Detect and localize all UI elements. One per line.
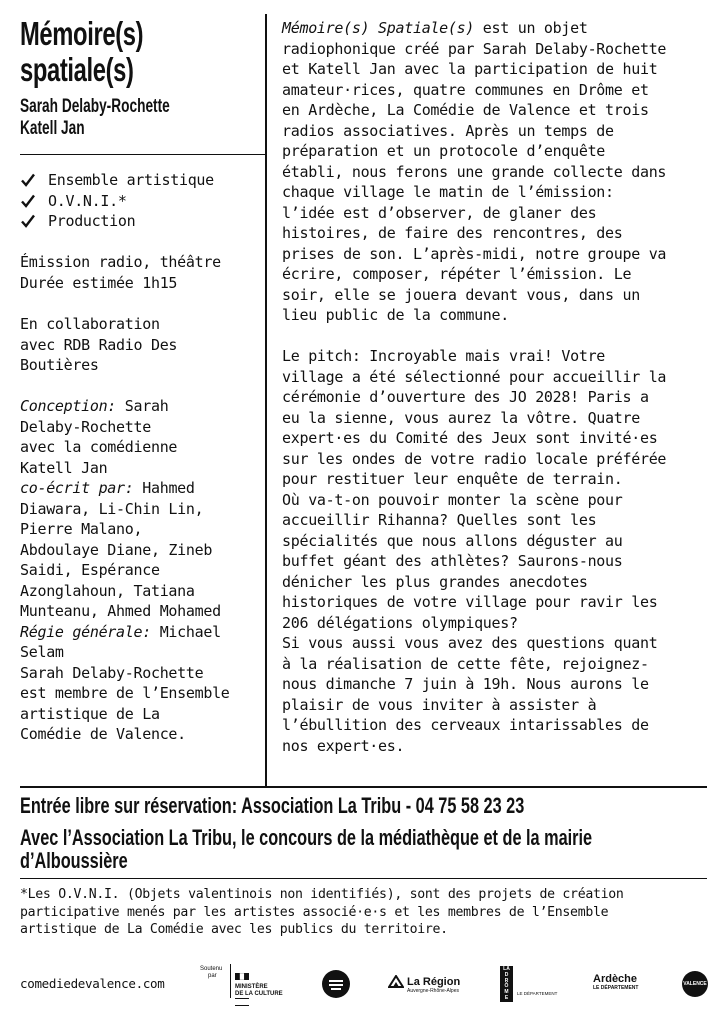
description-line: pour restituer leur enquête de terrain. [282,470,623,488]
footnote-line: artistique de La Comédie avec les publics du territoire. [20,922,448,937]
circle-badge-logo [321,969,351,999]
divider-vertical [265,14,267,786]
ardeche-subtitle: LE DÉPARTEMENT [593,985,639,991]
coecrit-text: Abdoulaye Diane, Zineb [20,540,213,559]
description-line: Où va-t-on pouvoir monter la scène pour [282,490,623,509]
check-item-label: Ensemble artistique [48,171,214,189]
description-line: cérémonie d’ouverture des JO 2028! Paris a [282,388,649,406]
description-line: l’ébullition des cerveaux intarissables de [282,716,649,734]
description-paragraph-2 [282,346,707,756]
region-logo [388,975,468,995]
drome-letter: R [504,977,509,984]
page-title-line-2: spatiale(s) [20,51,134,88]
flag-icon [235,973,249,980]
footnote-line: *Les O.V.N.I. (Objets valentinois non identifiés), sont des projets de création [20,887,624,902]
credits [20,396,260,745]
description-line: expert·es du Comité des Jeux sont invité·es [282,429,658,447]
description-line: et Katell Jan avec la participation de huit [282,60,658,78]
drome-departement-label: LE DÉPARTEMENT [517,991,558,996]
regie-label: Régie générale: [20,622,151,641]
description-line: dénicher les plus grandes anecdotes [282,572,588,591]
description-line: radiophonique créé par Sarah Delaby-Rochette [282,39,667,58]
description-line: historiques de votre village pour ravir les [282,593,658,611]
footnote [20,886,710,939]
drome-logo [500,966,513,1002]
partners-info [20,826,592,872]
description-line: préparation et un protocole d’enquête [282,142,606,160]
drome-letter: M [504,989,509,996]
drome-letter: D [504,971,509,978]
description-line: radios associatives. Après un temps de [282,121,614,140]
logo-separator [230,964,231,998]
conception-label: Conception: [20,397,117,415]
region-subtitle: Auvergne-Rhône-Alpes [407,988,459,994]
collaboration-info [20,314,260,376]
member-text: est membre de l’Ensemble [20,684,230,702]
motto-lines [235,998,249,1006]
description-line: amateur·rices, quatre communes en Drôme et [282,80,649,99]
valence-logo [682,971,708,997]
coecrit-text: Diawara, Li-Chin Lin, [20,499,204,518]
description-line: accueillir Rihanna? Quelles sont les [282,511,597,529]
description-line: nous dimanche 7 juin à 19h. Nous aurons le [282,675,649,693]
entry-info: Entrée libre sur réservation: Association La Tribu - 04 75 58 23 23 [20,793,525,818]
show-duration: Durée estimée 1h15 [20,273,178,292]
partners-line: d’Alboussière [20,848,128,873]
show-type: Émission radio, théâtre [20,253,221,271]
regie-text: Michael [150,622,221,641]
collab-line: En collaboration [20,315,160,333]
ministere-line-2: DE LA CULTURE [235,990,283,997]
description-line: lieu public de la commune. [282,306,510,324]
description-line: Si vous aussi vous avez des questions quant [282,634,658,652]
divider-footnote [20,878,707,879]
description-line: soir, elle se jouera devant vous, dans un [282,285,640,304]
coecrit-text: Munteanu, Ahmed Mohamed [20,602,221,620]
divider-left [20,154,265,155]
title-block [20,16,191,88]
check-icon [20,213,36,229]
description-line: plaisir de vous inviter à assister à [282,695,597,714]
description-line: histoires, de faire des rencontres, des [282,224,623,242]
collab-line: avec RDB Radio Des [20,335,178,354]
description-line: spécialités que nous allons déguster au [282,531,623,550]
region-name: La Région [407,975,461,988]
check-item [20,211,260,232]
author-1: Sarah Delaby-Rochette [20,96,170,117]
description-line: Le pitch: Incroyable mais vrai! Votre [282,347,606,365]
coecrit-text: Azonglahoun, Tatiana [20,581,195,600]
checklist [20,170,260,232]
description-line: 206 délégations olympiques? [282,613,518,632]
collab-line: Boutières [20,356,99,374]
divider-bottom [20,786,707,788]
conception-text: Delaby-Rochette [20,417,151,436]
check-icon [20,193,36,209]
regie-text: Selam [20,643,64,661]
region-mark-icon [388,975,404,988]
description-line: buffet géant des athlètes? Saurons-nous [282,552,623,570]
soutenu-text: Soutenu [200,966,223,972]
description-line: eu la sienne, vous aurez la vôtre. Quatre [282,408,640,427]
conception-text: Sarah [116,397,169,415]
ardeche-name: Ardèche [593,973,638,985]
member-text: Sarah Delaby-Rochette [20,663,204,682]
show-info [20,252,260,293]
footnote-line: participative menés par les artistes associé·e·s et les membres de l’Ensemble [20,904,609,920]
description-line: à la réalisation de cette fête, rejoignez- [282,654,649,673]
description-line: établi, nous ferons une grande collecte dans [282,162,667,181]
ministere-logo [235,965,295,1006]
conception-text: Katell Jan [20,458,108,477]
description-line: l’idée est d’observer, de glaner des [282,203,597,222]
par-text: par [208,972,217,979]
coecrit-label: co-écrit par: [20,479,134,497]
check-icon [20,172,36,188]
description-line: nos expert·es. [282,736,405,755]
check-item [20,191,260,212]
website-link[interactable]: comediedevalence.com [20,976,165,991]
page-title-line-1: Mémoire(s) [20,15,144,52]
drome-letter: E [504,994,509,1001]
authors [20,96,228,140]
member-text: Comédie de Valence. [20,725,186,743]
check-item-label: Production [48,212,136,230]
coecrit-text: Hahmed [133,479,195,497]
drome-letter: LA [503,966,510,972]
coecrit-text: Pierre Malano, [20,520,143,538]
description-line: sur les ondes de votre radio locale préférée [282,449,667,468]
description-line: écrire, composer, répéter l’émission. Le [282,265,632,283]
ardeche-logo [593,973,653,992]
soutenu-par-label [200,966,226,979]
check-item-label: O.V.N.I.* [48,191,127,210]
drome-letter: Ô [504,983,509,990]
partners-line: Avec l’Association La Tribu, le concours de la médiathèque et de la mairie [20,825,593,850]
description-line: en Ardèche, La Comédie de Valence et trois [282,101,649,119]
description-line: prises de son. L’après-midi, notre groupe va [282,244,667,263]
member-text: artistique de La [20,704,160,723]
description [282,18,707,777]
description-line: chaque village le matin de l’émission: [282,183,614,201]
valence-name: VALENCE [683,981,707,987]
conception-text: avec la comédienne [20,438,178,456]
ministere-line-1: MINISTÈRE [235,984,268,990]
description-line: est un objet [474,19,588,37]
description-title: Mémoire(s) Spatiale(s) [282,19,475,37]
author-2: Katell Jan [20,118,85,139]
description-line: village a été sélectionné pour accueillir la [282,367,667,386]
description-paragraph-1 [282,18,707,326]
coecrit-text: Saidi, Espérance [20,561,160,579]
check-item [20,170,260,191]
partner-logos [200,960,710,1010]
